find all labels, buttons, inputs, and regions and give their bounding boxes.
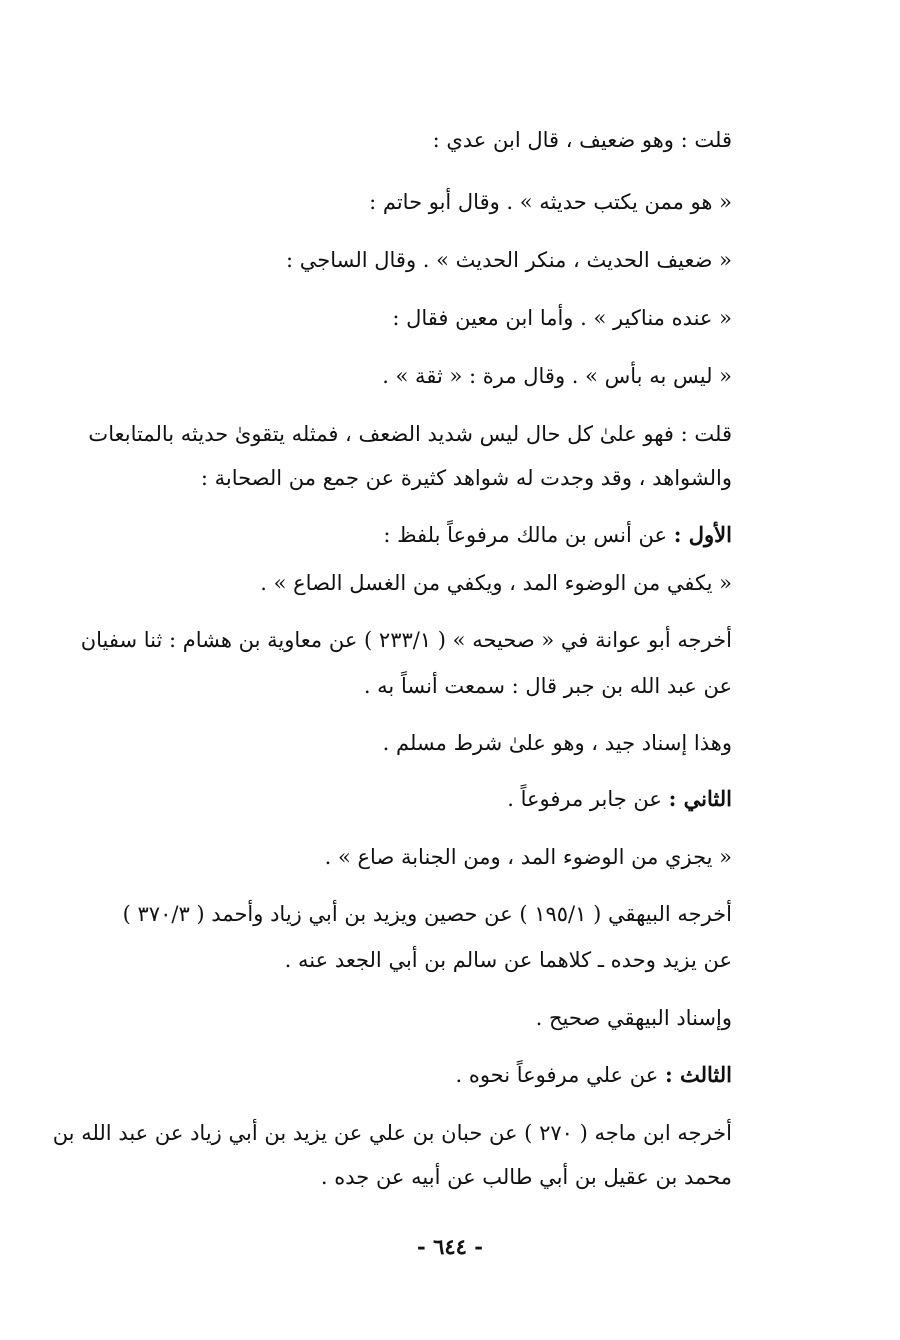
second-witness-line — [507, 785, 732, 813]
text-line-7: والشواهد ، وقد وجدت له شواهد كثيرة عن جمع من الصحابة : — [200, 466, 732, 490]
text-line-14: « يجزي من الوضوء المد ، ومن الجنابة صاع » . — [324, 845, 732, 869]
third-witness-line — [455, 1061, 732, 1089]
text-line-5: « ليس به بأس » . وقال مرة : « ثقة » . — [382, 364, 732, 388]
first-witness-text: عن أنس بن مالك مرفوعاً بلفظ : — [383, 523, 668, 547]
text-line-4: « عنده مناكير » . وأما ابن معين فقال : — [392, 306, 732, 330]
third-witness-text: عن علي مرفوعاً نحوه . — [455, 1063, 659, 1087]
text-line-16: عن يزيد وحده ـ كلاهما عن سالم بن أبي الجعد عنه . — [284, 948, 732, 972]
second-label: الثاني : — [668, 786, 732, 811]
text-line-15: أخرجه البيهقي ( ١٩٥/١ ) عن حصين ويزيد بن أبي زياد وأحمد ( ٣٧٠/٣ ) — [122, 902, 732, 926]
third-label: الثالث : — [664, 1062, 732, 1087]
text-line-10: أخرجه أبو عوانة في « صحيحه » ( ٢٣٣/١ ) عن معاوية بن هشام : ثنا سفيان — [80, 628, 732, 652]
text-line-9: « يكفي من الوضوء المد ، ويكفي من الغسل الصاع » . — [260, 571, 732, 595]
text-line-20: محمد بن عقيل بن أبي طالب عن أبيه عن جده . — [320, 1165, 732, 1189]
first-label: الأول : — [673, 522, 732, 547]
text-line-2: « هو ممن يكتب حديثه » . وقال أبو حاتم : — [369, 190, 732, 214]
text-line-6: قلت : فهو علىٰ كل حال ليس شديد الضعف ، فمثله يتقوىٰ حديثه بالمتابعات — [88, 422, 732, 446]
text-line-11: عن عبد الله بن جبر قال : سمعت أنساً به . — [363, 674, 732, 698]
text-line-12: وهذا إسناد جيد ، وهو علىٰ شرط مسلم . — [382, 731, 732, 755]
text-line-3: « ضعيف الحديث ، منكر الحديث » . وقال الساجي : — [285, 248, 732, 272]
page-number: - ٦٤٤ - — [417, 1234, 483, 1259]
second-witness-text: عن جابر مرفوعاً . — [507, 787, 662, 811]
text-line-17: وإسناد البيهقي صحيح . — [535, 1006, 732, 1030]
text-line-19: أخرجه ابن ماجه ( ٢٧٠ ) عن حبان بن علي عن يزيد بن أبي زياد عن عبد الله بن — [52, 1121, 732, 1145]
text-line-1: قلت : وهو ضعيف ، قال ابن عدي : — [432, 128, 732, 152]
first-witness-line — [383, 521, 732, 549]
